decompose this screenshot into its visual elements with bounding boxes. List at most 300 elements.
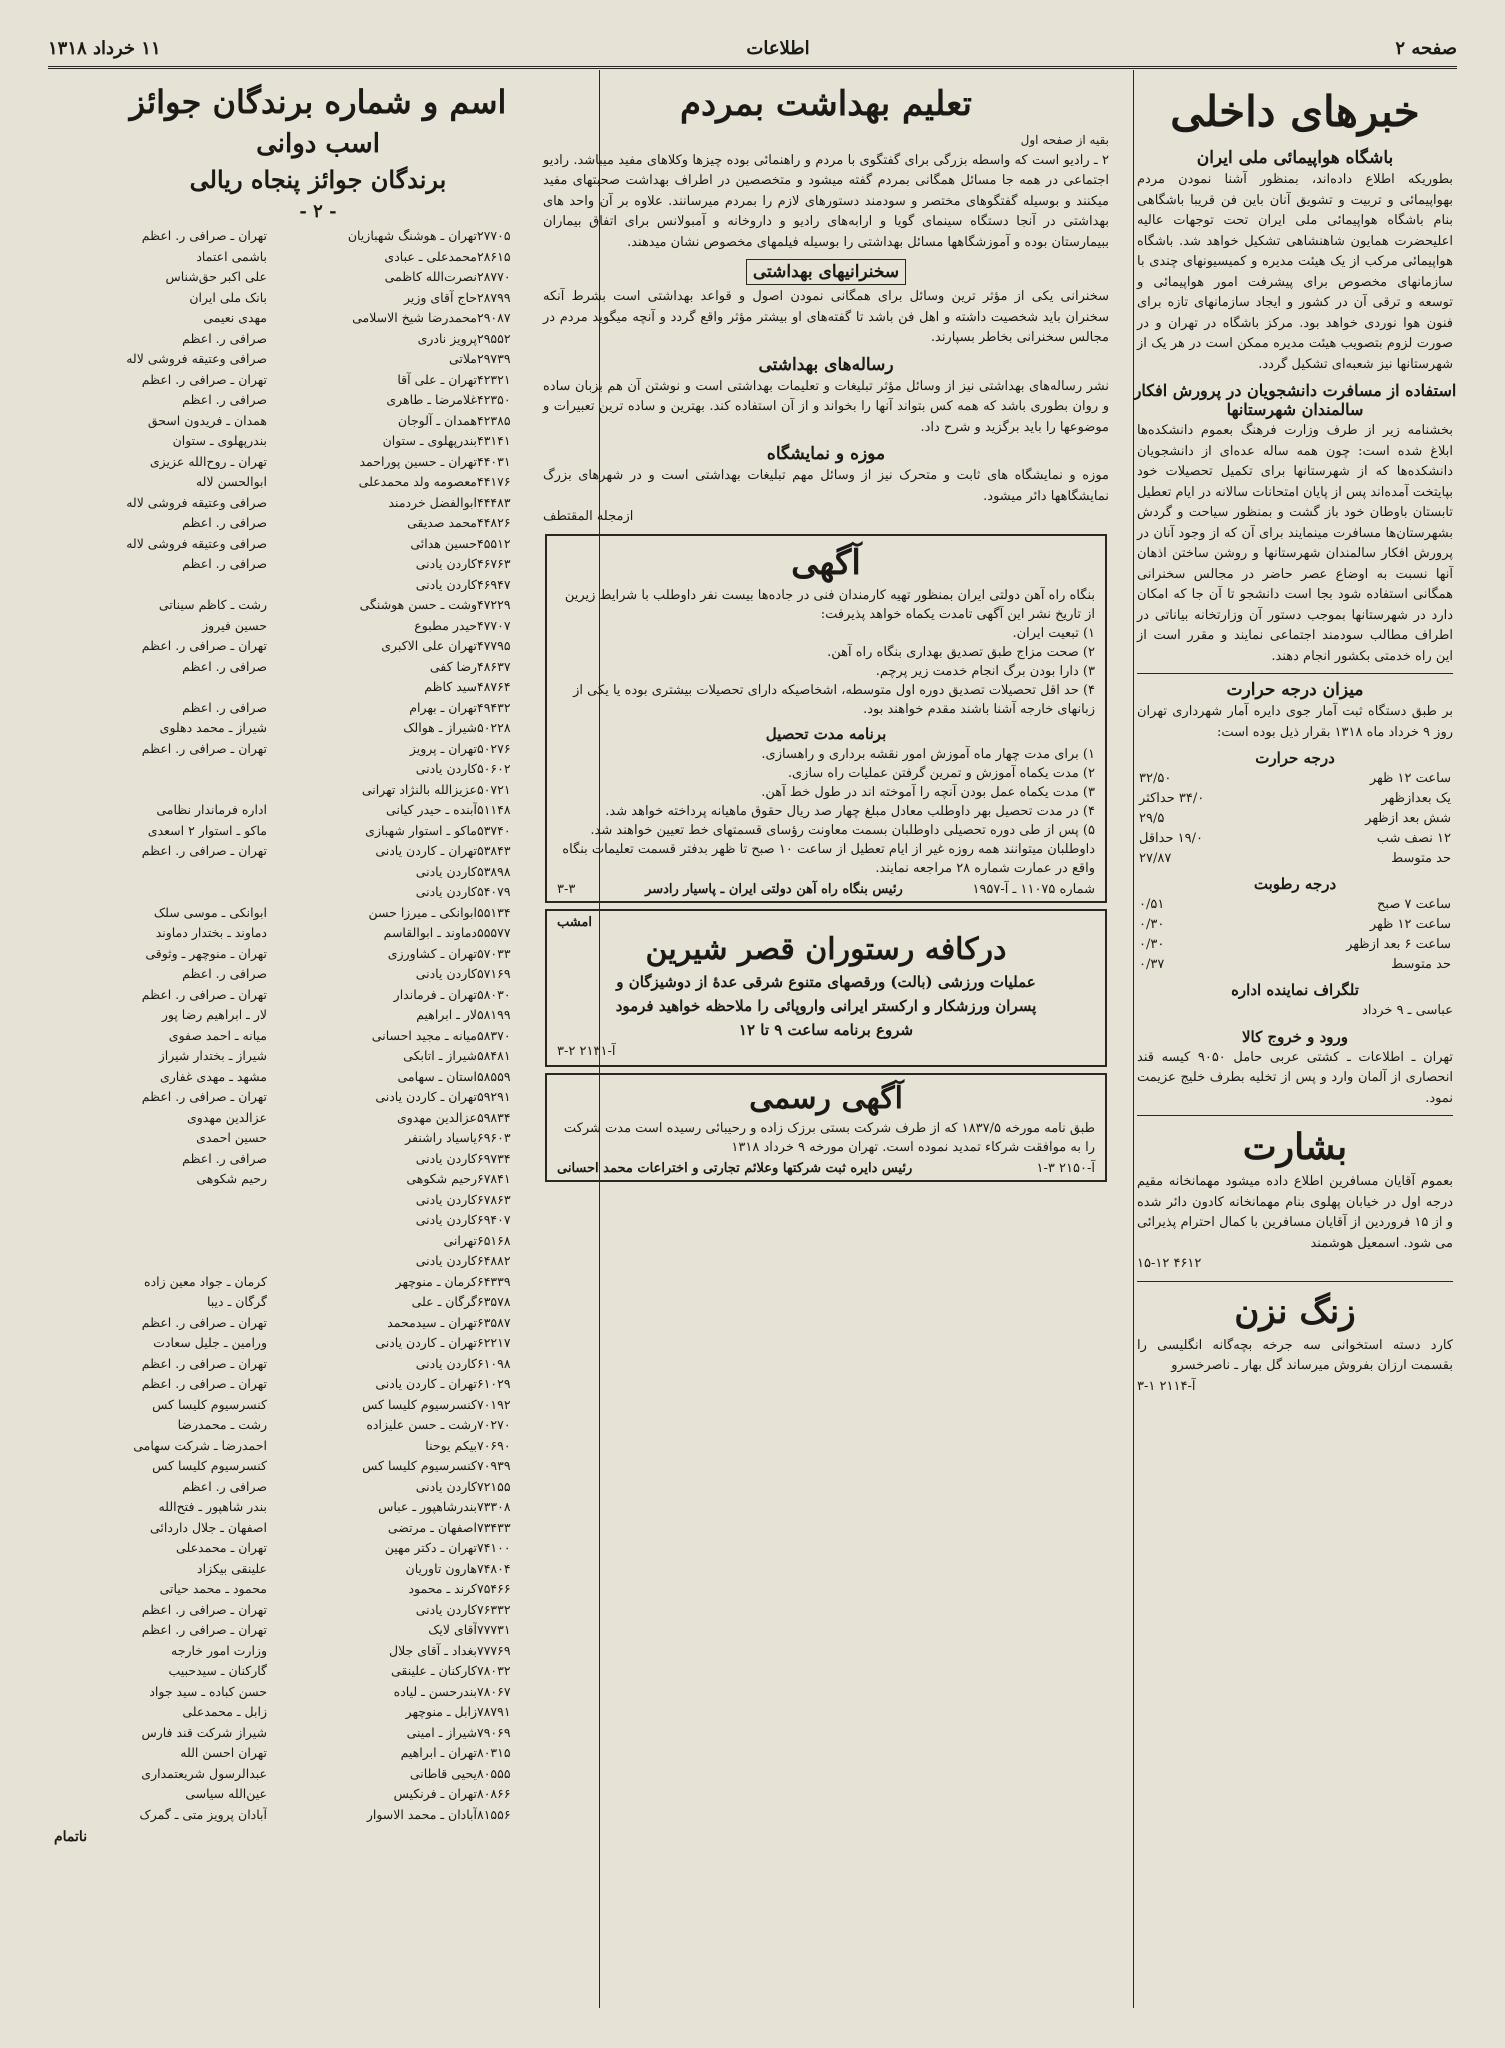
to-be-continued: ناتمام: [54, 1829, 88, 1845]
stat-label: ۱۲ نصف شب: [1376, 831, 1451, 846]
headline-lectures: [539, 259, 1113, 285]
winner-seller: علی اکبر حق‌شناس: [165, 269, 267, 284]
winner-row: [54, 1128, 582, 1149]
winner-row: [54, 247, 582, 268]
winner-row: [54, 1497, 582, 1518]
winner-row: [54, 1354, 582, 1375]
ticket-number: ۶۳۵۸۷: [477, 1314, 511, 1330]
winner-entrant: معصومه ولد محمدعلی: [358, 474, 477, 489]
stat-value: ۱۹/۰ حداقل: [1139, 831, 1203, 846]
health-source: ازمجله المقتطف: [543, 509, 634, 524]
winner-entrant: شیراز ـ امینی: [406, 1724, 477, 1740]
winner-entrant: کاردن یادنی: [415, 576, 477, 592]
winner-seller: عبدالرسول شریعتمداری: [141, 1765, 267, 1781]
winner-entrant: آبادان ـ محمد الاسوار: [366, 1806, 477, 1822]
winner-entrant: کاردن یادنی: [415, 884, 477, 899]
winner-row: [54, 923, 582, 944]
winner-entrant: رحیم شکوهی: [406, 1171, 477, 1186]
ticket-number: ۷۲۱۵۵: [477, 1478, 511, 1494]
winner-row: [54, 1620, 582, 1641]
stat-label: یک بعدازظهر: [1381, 791, 1451, 806]
winner-entrant: تهران ـ هوشنگ شهبازیان: [347, 228, 477, 243]
ticket-number: ۷۶۳۳۲: [477, 1601, 511, 1617]
winner-row: [54, 288, 582, 309]
winner-entrant: تهران ـ فرماندار: [393, 986, 477, 1002]
cafe-ad-ref: آ-۲۱۳۱ ۲-۳: [557, 1043, 616, 1059]
ticket-number: ۲۸۷۷۰: [477, 269, 511, 284]
winner-seller: تهران احسن الله: [180, 1745, 267, 1760]
winner-seller: صرافی ر. اعظم: [182, 1478, 267, 1494]
domestic-news-title: خبرهای داخلی: [1170, 87, 1420, 136]
winner-row: [54, 226, 582, 247]
ticket-number: ۷۸۷۹۱: [477, 1704, 511, 1719]
ticket-number: ۵۳۸۴۳: [477, 843, 511, 858]
winner-row: [54, 1046, 582, 1067]
winner-row: [54, 575, 582, 596]
winner-entrant: ابوانکی ـ میرزا حسن: [368, 904, 477, 920]
page-number: صفحه ۲: [1395, 37, 1457, 59]
ticket-number: ۷۴۱۰۰: [477, 1540, 511, 1555]
winners-list: [54, 226, 582, 1825]
official-ad-ref: آ-۲۱۵۰ ۳-۱: [1036, 1160, 1095, 1176]
winner-entrant: تهران ـ سیدمحمد: [387, 1314, 477, 1330]
winner-seller: احمدرضا ـ شرکت سهامی: [133, 1437, 267, 1453]
ticket-number: ۵۸۴۸۱: [477, 1048, 511, 1063]
winner-row: [54, 1333, 582, 1354]
winner-row: [54, 1313, 582, 1334]
winner-row: [54, 1190, 582, 1211]
stat-row: [1139, 935, 1451, 955]
study-program-head: برنامه مدت تحصیل: [765, 724, 887, 743]
winner-seller: تهران ـ صرافی ر. اعظم: [141, 228, 267, 243]
winner-seller: تهران ـ صرافی ر. اعظم: [141, 1314, 267, 1330]
winner-entrant: تهران ـ پرویز: [409, 740, 477, 756]
winner-seller: تهران ـ روح‌الله عزیزی: [149, 453, 267, 469]
cafe-ad-title: درکافه رستوران قصر شیرین: [645, 931, 1007, 967]
ticket-number: ۴۸۶۳۷: [477, 658, 511, 674]
winner-entrant: رشت ـ حسن علیزاده: [366, 1417, 477, 1432]
ticket-number: ۸۰۸۶۶: [477, 1786, 511, 1801]
winner-entrant: کاردن یادنی: [415, 1212, 477, 1227]
temperature-intro: بر طبق دستگاه ثبت آمار جوی دایره آمار شهرداری تهران روز ۹ خرداد ماه ۱۳۱۸ بقرار ذیل بوده است:: [1137, 704, 1453, 740]
winner-row: [54, 1579, 582, 1600]
ticket-number: ۲۹۵۵۲: [477, 330, 511, 346]
ticket-number: ۷۴۸۰۴: [477, 1560, 511, 1576]
winner-entrant: آقای لایک: [428, 1622, 477, 1637]
ticket-number: ۵۰۲۷۶: [477, 740, 511, 756]
program-item: ۵) پس از طی دوره تحصیلی داوطلبان بسمت معاونت رؤسای قسمتهای خط تعیین خواهند شد.: [590, 822, 1095, 838]
winner-entrant: تهران علی الاکبری: [381, 638, 477, 653]
railway-ad-footer: داوطلبان میتوانند همه روزه غیر از ایام تعطیل از ساعت ۱۰ صبح تا ظهر بدفتر قسمت تعلیمات بنگاه واقع در عمارت شماره ۲۸ مراجعه نمایند.: [562, 841, 1095, 876]
winner-seller: تهران ـ صرافی ر. اعظم: [141, 740, 267, 756]
ticket-number: ۶۹۷۳۴: [477, 1150, 511, 1166]
winner-entrant: تهران ـ کاردن یادنی: [375, 1376, 477, 1391]
stat-value: ۳۴/۰ حداکثر: [1139, 791, 1205, 806]
winner-seller: تهران ـ منوچهر ـ وثوقی: [145, 945, 267, 961]
winner-seller: رحیم شکوهی: [196, 1171, 267, 1186]
ticket-number: ۵۹۲۹۱: [477, 1089, 511, 1104]
stat-label: ساعت ۱۲ ظهر: [1369, 917, 1451, 932]
stat-row: [1139, 915, 1451, 935]
winner-seller: [54, 1251, 267, 1272]
winner-entrant: تهران ـ کاردن یادنی: [375, 1335, 477, 1350]
winner-row: [54, 1477, 582, 1498]
railway-ad-signature: [557, 882, 1095, 897]
winner-entrant: کاردن یادنی: [415, 1150, 477, 1166]
winner-row: [54, 759, 582, 780]
winner-row: [54, 1169, 582, 1190]
winner-row: [54, 390, 582, 411]
winner-seller: کنسرسیوم کلیسا کس: [152, 1396, 267, 1412]
winner-entrant: سید کاظم: [424, 679, 477, 694]
winner-seller: بندر شاهپور ـ فتح‌الله: [158, 1499, 267, 1514]
winner-row: [54, 1210, 582, 1231]
ticket-number: ۷۷۷۶۹: [477, 1642, 511, 1658]
winner-row: [54, 718, 582, 739]
winner-seller: مهدی نعیمی: [203, 310, 267, 325]
winner-entrant: کاردن یادنی: [415, 1478, 477, 1494]
winner-seller: اداره فرماندار نظامی: [156, 802, 267, 817]
winner-row: [54, 800, 582, 821]
ticket-number: ۴۲۳۸۵: [477, 412, 511, 428]
winners-subtitle: اسب دوانی: [256, 129, 380, 159]
winner-entrant: کرند ـ محمود: [408, 1581, 477, 1596]
winner-seller: صرافی ر. اعظم: [182, 330, 267, 346]
stat-row: [1139, 895, 1451, 915]
winner-seller: زابل ـ محمدعلی: [182, 1704, 267, 1719]
winner-entrant: هارون تاوریان: [405, 1560, 477, 1576]
ticket-number: ۵۰۲۲۸: [477, 720, 511, 735]
winner-row: [54, 862, 582, 883]
winner-entrant: محمدعلی ـ عبادی: [384, 248, 477, 264]
good-news-ad-title: بشارت: [1242, 1126, 1348, 1168]
winner-seller: تهران ـ صرافی ر. اعظم: [141, 1089, 267, 1104]
winner-row: [54, 472, 582, 493]
winner-entrant: کاردن یادنی: [415, 761, 477, 776]
winner-seller: صرافی وعتیقه فروشی لاله: [126, 535, 267, 551]
winner-seller: گارکنان ـ سیدحبیب: [168, 1663, 267, 1678]
railway-ad-num: ۳-۳: [557, 881, 576, 897]
winner-seller: شیراز ـ بختدار شیراز: [158, 1048, 267, 1063]
ticket-number: ۶۹۴۰۷: [477, 1212, 511, 1227]
continued-note: بقیه از صفحه اول: [1020, 133, 1109, 147]
winner-row: [54, 411, 582, 432]
official-ad: [545, 1073, 1107, 1182]
winner-seller: [54, 862, 267, 883]
winner-entrant: رضا کفی: [429, 658, 477, 674]
ticket-number: ۶۷۸۴۱: [477, 1171, 511, 1186]
good-news-ad-ref: ۴۶۱۲ ۱۵-۱۲: [1137, 1256, 1202, 1271]
winner-row: [54, 698, 582, 719]
winner-row: [54, 1087, 582, 1108]
winner-seller: صرافی ر. اعظم: [182, 556, 267, 571]
winner-entrant: استان ـ سهامی: [397, 1068, 477, 1084]
winner-row: [54, 513, 582, 534]
stat-label: حد متوسط: [1391, 957, 1451, 972]
cafe-ad-line: شروع برنامه ساعت ۹ تا ۱۲: [738, 1020, 914, 1039]
ticket-number: ۷۳۴۳۳: [477, 1519, 511, 1535]
railway-ad-ref: شماره ۱۱۰۷۵ ـ آ-۱۹۵۷: [972, 881, 1095, 897]
ticket-number: ۴۴۱۷۶: [477, 474, 511, 489]
winner-row: [54, 985, 582, 1006]
ticket-number: ۷۵۴۶۶: [477, 1581, 511, 1596]
winner-seller: صرافی وعتیقه فروشی لاله: [126, 351, 267, 366]
stat-row: [1139, 789, 1451, 809]
dont-ring-ad-text: کارد دسته استخوانی سه جرخه بچه‌گانه انگلیسی را بقسمت ارزان بفروش میرساند گل بهار ـ ناصرخسرو: [1137, 1337, 1453, 1373]
winner-seller: شیراز شرکت قند فارس: [141, 1724, 267, 1740]
headline-students: استفاده از مسافرت دانشجویان در پرورش افکار سالمندان شهرستانها: [1133, 381, 1457, 419]
lectures-head: سخنرانیهای بهداشتی: [746, 259, 906, 285]
winner-seller: لار ـ ابراهیم رضا پور: [161, 1007, 267, 1022]
winner-seller: [54, 780, 267, 801]
ticket-number: ۶۴۳۳۹: [477, 1273, 511, 1289]
stat-label: ساعت ۱۲ ظهر: [1369, 771, 1451, 786]
ticket-number: ۴۷۷۰۷: [477, 617, 511, 633]
winner-entrant: حاج آقای وزیر: [403, 289, 477, 305]
winner-seller: صرافی وعتیقه فروشی لاله: [126, 494, 267, 510]
ticket-number: ۸۰۳۱۵: [477, 1745, 511, 1760]
ticket-number: ۵۸۱۹۹: [477, 1007, 511, 1022]
winner-seller: ابوانکی ـ موسی سلک: [153, 904, 267, 920]
winner-seller: صرافی ر. اعظم: [182, 1150, 267, 1166]
headline-temperature: میزان درجه حرارت: [1226, 680, 1364, 700]
stat-row: [1139, 849, 1451, 869]
winner-seller: تهران ـ صرافی ر. اعظم: [141, 843, 267, 858]
winner-entrant: تهران ـ بهرام: [409, 699, 477, 715]
winner-seller: [54, 1210, 267, 1231]
ticket-number: ۵۹۸۳۴: [477, 1109, 511, 1125]
winner-row: [54, 1415, 582, 1436]
winner-row: [54, 780, 582, 801]
winner-row: [54, 308, 582, 329]
winner-entrant: حیدر مطبوع: [414, 617, 477, 633]
winner-entrant: وشت ـ حسن هوشنگی: [359, 597, 477, 612]
winner-entrant: محمدرضا شیخ الاسلامی: [352, 310, 477, 325]
winner-seller: تهران ـ صرافی ر. اعظم: [141, 371, 267, 387]
ticket-number: ۲۸۶۱۵: [477, 248, 511, 264]
aviation-club-text: بطوریکه اطلاع داده‌اند، بمنظور آشنا نمودن مردم بهواپیمائی و تربیت و تشویق آنان باین فن قریبا باشگاهی بنام باشگاه هواپیمائی ملی ایران تحت توجهات عالیه اعلیحضرت همایون شاهنشاهی تشکیل خواهد شد. باشگاه هواپیمائی مرکب از یک هیئت مدیره و کمیسیونهای چندی با سازمانهای مخصوص برای پیشرفت امور هواپیمائی و توسعه و ترقی آن در کشور و ایجاد سازمانهای تازه برای فنون هوا نوردی خواهد بود. مرکز باشگاه در تهران و در صورت لزوم بتصویب هیئت مدیره ممکن است در هر یک از شهرستانها نیز شعبه‌ای تشکیل گردد.: [1137, 172, 1453, 372]
winner-row: [54, 595, 582, 616]
winner-entrant: آبنده ـ حیدر کیانی: [386, 802, 477, 817]
winner-row: [54, 431, 582, 452]
winner-row: [54, 329, 582, 350]
stat-value: ۰/۵۱: [1139, 897, 1165, 912]
official-ad-signer: رئیس دایره ثبت شرکتها وعلائم تجارتی و اختراعات محمد احسانی: [557, 1160, 913, 1176]
divider: [1137, 1115, 1453, 1116]
winner-seller: عین‌الله سیاسی: [185, 1786, 267, 1801]
ticket-number: ۵۸۵۵۹: [477, 1068, 511, 1084]
ticket-number: ۶۷۸۶۳: [477, 1191, 511, 1207]
winner-entrant: کاردن یادنی: [415, 1355, 477, 1371]
winner-seller: تهران ـ صرافی ر. اعظم: [141, 1622, 267, 1637]
stat-row: [1139, 809, 1451, 829]
winner-entrant: دماوند ـ ابوالقاسم: [383, 925, 477, 940]
ticket-number: ۷۸۰۶۷: [477, 1683, 511, 1699]
winner-entrant: تهران ـ دکتر مهین: [384, 1540, 477, 1555]
winner-entrant: محمد صدیقی: [407, 515, 477, 530]
winner-row: [54, 841, 582, 862]
winner-row: [54, 903, 582, 924]
ticket-number: ۵۳۸۹۸: [477, 863, 511, 879]
official-ad-text: طبق نامه مورخه ۱۸۳۷/۵ که از طرف شرکت بستی برزک زاده و رحیبائی رسیده است مدت شرکت را به موافقت شرکاء تمدید نموده است. تهران مورخه ۹ خرداد ۱۳۱۸: [563, 1120, 1095, 1155]
ticket-number: ۷۸۰۳۲: [477, 1663, 511, 1678]
temperature-head: درجه حرارت: [1255, 749, 1335, 767]
dont-ring-ad-title: زنگ نزن: [1234, 1291, 1356, 1332]
winner-seller: حسین احمدی: [196, 1130, 267, 1145]
ticket-number: ۴۴۰۳۱: [477, 453, 511, 469]
winner-seller: [54, 1190, 267, 1211]
railway-ad-intro: بنگاه راه آهن دولتی ایران بمنظور تهیه کارمندان فنی در جاده‌ها بیست نفر داوطلب با شرایط زیرین از تاریخ نشر این آگهی تامدت یکماه خواهد پذیرفت:: [564, 587, 1095, 622]
winner-row: [54, 739, 582, 760]
winner-entrant: بندرشاهپور ـ عباس: [378, 1499, 477, 1514]
winner-entrant: بندرپهلوی ـ ستوان: [382, 433, 477, 448]
health-text-3: نشر رساله‌های بهداشتی نیز از وسائل مؤثر تبلیغات و تعلیمات بهداشتی است و نوشتن آن هم بزبان ساده و روان بطوری باشد که همه کس بتواند آنها را بخواند و از آن استفاده کند. بهترین و ساده ترین تعبیرات و موضوعها را باید برگزید و شرح داد.: [543, 378, 1109, 435]
cafe-ad-line: عملیات ورزشی (بالت) ورقصهای متنوع شرقی عدهٔ از دوشیزگان و: [616, 972, 1036, 991]
winner-entrant: ماکو ـ استوار شهبازی: [365, 822, 477, 838]
winner-seller: اصفهان ـ جلال داردائی: [149, 1519, 267, 1535]
health-text-1: ۲ ـ رادیو است که واسطه بزرگی برای گفتگوی با مردم و راهنمائی بوده چیزها وکلاهای مفید میباشد. رادیو اجتماعی در همه جا مسائل همگانی بمردم گفته میشود و متخصصین در اطراف بهداشت صحبتهای مفید میکنند و بوسیله گفتگوهای مختصر و سودمند دستورهای لازم را بمردم میرسانند. علاوه بر آن واحد های بهداشتی در آنجا دستگاه سینمای گویا و ارابه‌های رادیو و داروخانه و آمبولانس برای اتفاق بیماران ببیمارستان بوده و آموزشگاهها مسائل بهداشتی را بوسیله فیلمهای مخصوص نشان میدهند.: [543, 152, 1109, 250]
winner-row: [54, 1067, 582, 1088]
winner-entrant: بغداد ـ آقای جلال: [388, 1642, 477, 1658]
winners-column: [48, 72, 588, 2008]
winner-seller: صرافی ر. اعظم: [182, 699, 267, 715]
winner-row: [54, 1641, 582, 1662]
issue-date: ۱۱ خرداد ۱۳۱۸: [48, 37, 161, 59]
winner-seller: [54, 882, 267, 903]
cafe-ad: [545, 909, 1107, 1067]
winner-row: [54, 1661, 582, 1682]
header-rule: [48, 66, 1457, 69]
winner-seller: وزارت امور خارجه: [171, 1642, 267, 1658]
condition-item: ۴) حد اقل تحصیلات تصدیق دوره اول متوسطه، اشخاصیکه دارای تحصیلات بیشتری بوده یا یکی از زبانهای خارجه آشنا باشند مقدم خواهند بود.: [573, 682, 1095, 717]
ticket-number: ۵۳۷۴۰: [477, 822, 511, 838]
winner-row: [54, 1600, 582, 1621]
winner-row: [54, 1682, 582, 1703]
ticket-number: ۷۳۳۰۸: [477, 1499, 511, 1514]
winner-row: [54, 1005, 582, 1026]
winner-entrant: تهران ـ ابراهیم: [400, 1745, 477, 1760]
winner-entrant: کاردن یادنی: [415, 863, 477, 879]
winner-row: [54, 1436, 582, 1457]
ticket-number: ۵۵۵۷۷: [477, 925, 511, 940]
ticket-number: ۴۸۷۶۴: [477, 679, 511, 694]
winner-entrant: حسین هدائی: [410, 535, 477, 551]
winner-row: [54, 370, 582, 391]
ticket-number: ۴۷۲۲۹: [477, 597, 511, 612]
winner-row: [54, 1395, 582, 1416]
ticket-number: ۴۷۷۹۵: [477, 638, 511, 653]
winner-entrant: کنسرسیوم کلیسا کس: [362, 1458, 477, 1473]
winner-seller: ابوالحسن لاله: [195, 474, 267, 489]
winner-entrant: کارکنان ـ علینقی: [391, 1663, 477, 1678]
headline-goods: ورود و خروج کالا: [1241, 1027, 1349, 1046]
dont-ring-ad-ref: آ-۲۱۱۴ ۱-۳: [1137, 1378, 1196, 1394]
winner-entrant: یاسیاد راشنفر: [405, 1130, 477, 1145]
winner-seller: تهران ـ صرافی ر. اعظم: [141, 1355, 267, 1371]
winner-seller: عزالدین مهدوی: [186, 1109, 267, 1125]
winner-seller: بندرپهلوی ـ ستوان: [172, 433, 267, 448]
ticket-number: ۷۰۹۳۹: [477, 1458, 511, 1473]
winner-seller: [54, 759, 267, 780]
winner-seller: حسین فیروز: [202, 617, 267, 633]
divider: [1137, 673, 1453, 674]
railway-ad-signer: رئیس بنگاه راه آهن دولتی ایران ـ پاسیار رادسر: [645, 881, 903, 897]
winner-row: [54, 534, 582, 555]
winner-entrant: تهران ـ کاردن یادنی: [375, 843, 477, 858]
students-text: بخشنامه زیر از طرف وزارت فرهنگ بعموم دانشکده‌ها ابلاغ شده است: چون همه ساله عده‌ای از دانشجویان دانشکده‌ها که از شهرستانها برای تکمیل تحصیلات خود بپایتخت آمده‌اند پس از پایان امتحانات سالانه در ایام تعطیل تابستان باوطان خود باز گشت و بمنظور سیاحت و گردش بشهرستان‌ها مسافرت مینمایند برای آن که از وجود آنان در پرورش افکار سالمندان شهرستانها و روشن ساختن اذهان آنها نسبت به اوضاع عصر حاضر در مجالس سخنرانی همگانی استفاده شود بجا است دانشجو تا آن جا که امکان دارد در شهرستانها بموجب دستور آن وزارتخانه بیاناتی در اطراف مطالب سودمند اجتماعی نمایند و مقرر است از این راه خدمتی بکشور انجام دهند.: [1137, 423, 1453, 664]
winner-row: [54, 1231, 582, 1252]
winner-seller: رشت ـ محمدرضا: [177, 1417, 267, 1432]
winner-seller: گرگان ـ دیبا: [206, 1294, 267, 1309]
winner-row: [54, 677, 582, 698]
masthead: اطلاعات: [746, 37, 810, 59]
winners-title: اسم و شماره برندگان جوائز: [129, 83, 507, 121]
winner-row: [54, 1723, 582, 1744]
ticket-number: ۴۲۳۵۰: [477, 392, 511, 407]
stat-value: ۰/۳۰: [1139, 917, 1165, 932]
temperature-table: [1139, 769, 1451, 869]
humidity-table: [1139, 895, 1451, 975]
winner-row: [54, 1251, 582, 1272]
winner-row: [54, 1538, 582, 1559]
ticket-number: ۶۹۶۰۳: [477, 1130, 511, 1145]
winner-seller: آبادان پرویز متی ـ گمرک: [139, 1806, 267, 1822]
winner-row: [54, 1026, 582, 1047]
ticket-number: ۵۴۰۷۹: [477, 884, 511, 899]
winner-entrant: بندرحسن ـ لیاده: [393, 1683, 477, 1699]
part-number: - ۲ -: [299, 201, 337, 222]
winner-row: [54, 452, 582, 473]
winner-seller: صرافی ر. اعظم: [182, 515, 267, 530]
winner-seller: تهران ـ صرافی ر. اعظم: [141, 1376, 267, 1391]
humidity-head: درجه رطوبت: [1253, 875, 1337, 893]
page-header: [48, 34, 1457, 62]
winner-row: [54, 964, 582, 985]
winner-seller: صرافی ر. اعظم: [182, 392, 267, 407]
winner-entrant: یحیی قاطانی: [409, 1765, 477, 1781]
winner-entrant: لار ـ ابراهیم: [416, 1007, 477, 1022]
winner-row: [54, 1272, 582, 1293]
winner-row: [54, 1374, 582, 1395]
ticket-number: ۴۵۵۱۲: [477, 535, 511, 551]
ticket-number: ۸۰۵۵۵: [477, 1765, 511, 1781]
winner-seller: محمود ـ محمد حیاتی: [159, 1581, 267, 1596]
winner-seller: مشهد ـ مهدی غفاری: [159, 1068, 267, 1084]
winner-entrant: کاردن یادنی: [415, 1601, 477, 1617]
winner-entrant: ابوالفضل خردمند: [388, 494, 477, 510]
winner-row: [54, 882, 582, 903]
winner-row: [54, 657, 582, 678]
stat-value: ۰/۳۰: [1139, 937, 1165, 952]
winner-entrant: کاردن یادنی: [415, 1191, 477, 1207]
winner-entrant: شیراز ـ اتابکی: [403, 1048, 477, 1063]
winner-row: [54, 493, 582, 514]
ticket-number: ۲۷۷۰۵: [477, 228, 511, 243]
ticket-number: ۵۱۱۴۸: [477, 802, 511, 817]
winner-row: [54, 944, 582, 965]
health-text-2: سخنرانی یکی از مؤثر ترین وسائل برای همگانی نمودن اصول و قواعد بهداشتی است بشرط آنکه سخنران باید شخصیت داشته و اهل فن باشد تا گفته‌های او بیشتر مؤثر واقع گردد و آنچه میگوید مردم در مجالس سخنرانی بخاطر بسپارند.: [543, 289, 1109, 345]
ticket-number: ۷۰۶۹۰: [477, 1437, 511, 1453]
winner-row: [54, 1292, 582, 1313]
winner-entrant: تهران ـ فرنکیس: [393, 1786, 477, 1801]
ticket-number: ۵۵۱۳۴: [477, 904, 511, 920]
condition-item: ۱) تبعیت ایران.: [1012, 625, 1095, 641]
winner-row: [54, 1108, 582, 1129]
winner-row: [54, 1456, 582, 1477]
ticket-number: ۴۶۷۶۳: [477, 556, 511, 571]
health-column: [539, 72, 1113, 2008]
ticket-number: ۶۲۲۱۷: [477, 1335, 511, 1350]
